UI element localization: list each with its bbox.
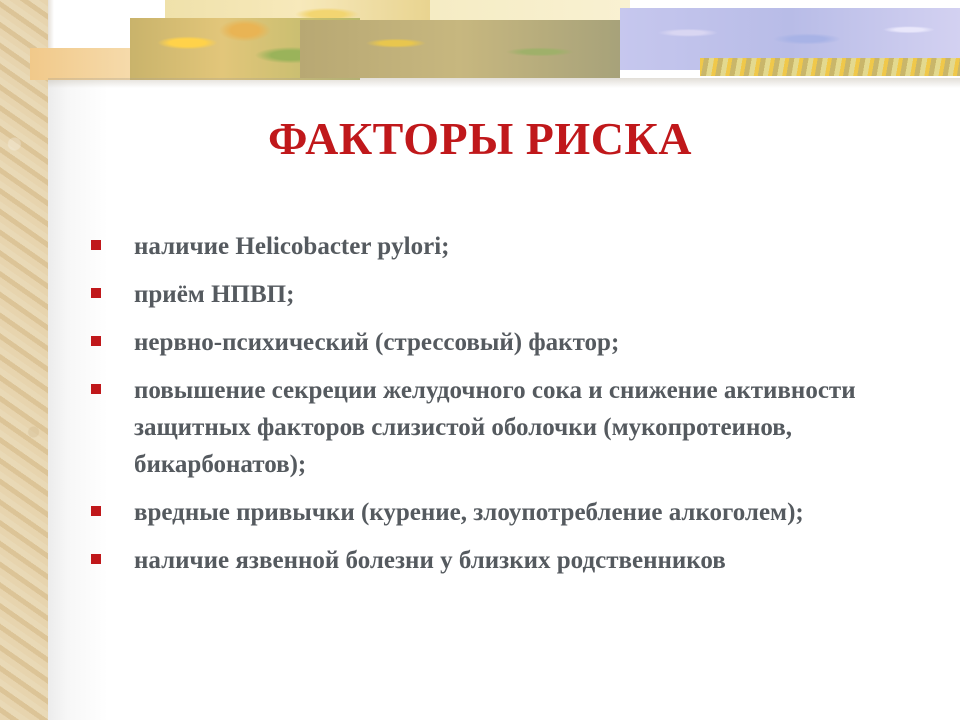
square-bullet-icon <box>91 384 101 394</box>
square-bullet-icon <box>91 506 101 516</box>
list-item-text: приём НПВП; <box>134 281 295 308</box>
top-floral-banner <box>0 0 960 82</box>
banner-shadow <box>48 78 960 88</box>
banner-segment <box>30 48 140 80</box>
square-bullet-icon <box>91 240 101 250</box>
list-item <box>88 494 918 531</box>
square-bullet-icon <box>91 288 101 298</box>
list-item-text: наличие Helicobacter pylori; <box>134 233 450 260</box>
slide-title: ФАКТОРЫ РИСКА <box>268 113 692 164</box>
list-item <box>88 542 918 579</box>
banner-segment <box>300 20 620 78</box>
banner-segment <box>700 58 960 76</box>
list-item-text: вредные привычки (курение, злоупотребление алкоголем); <box>134 499 804 526</box>
list-item-text: повышение секреции желудочного сока и снижение активности защитных факторов слизистой оболочки (мукопротеинов, бикарбонатов); <box>134 377 856 478</box>
square-bullet-icon <box>91 554 101 564</box>
list-item <box>88 372 918 483</box>
banner-segment <box>430 0 630 22</box>
list-item-text: нервно-психический (стрессовый) фактор; <box>134 329 620 356</box>
list-item <box>88 276 918 313</box>
list-item <box>88 228 918 265</box>
left-decorative-strip <box>0 0 48 720</box>
square-bullet-icon <box>91 336 101 346</box>
risk-factors-list <box>88 228 918 590</box>
list-item-text: наличие язвенной болезни у близких родственников <box>134 547 726 574</box>
list-item <box>88 324 918 361</box>
